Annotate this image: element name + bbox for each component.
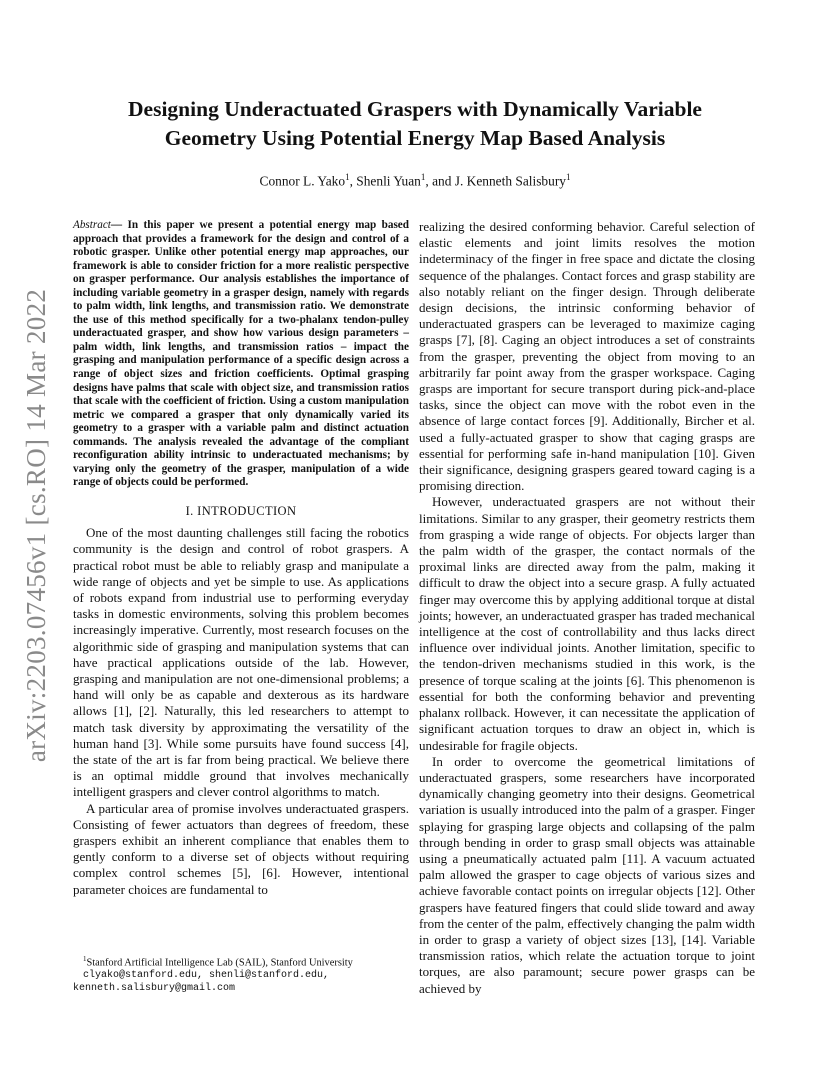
author-separator: , bbox=[349, 173, 357, 189]
abstract-label: Abstract bbox=[73, 219, 111, 231]
body-paragraph: In order to overcome the geometrical limitations of underactuated graspers, some researchers have incorporated dynamically changing geometry into their designs. Geometrical variation is usually introduced into the palm of a grasper. Finger splaying for grasping large objects and collapsing of the palm through bending in order to grasp small objects was attainable using a pneumatically actuated palm [11]. A vacuum actuated palm allowed the grasper to cage objects of various sizes and achieve favorable contact points on irregular objects [12]. Other graspers have featured fingers that could slide toward and away from the center of the palm, effectively changing the palm width in order to grasp a variety of object sizes [13], [14]. Variable transmission ratios, which relate the actuation torque to joint torques, are also paramount; secure power grasps can be achieved by bbox=[419, 753, 755, 996]
right-column bbox=[419, 219, 755, 997]
affiliation-mark: 1 bbox=[345, 172, 350, 182]
author-name: Connor L. Yako bbox=[259, 173, 346, 189]
author-name: Shenli Yuan bbox=[356, 173, 421, 189]
author-separator: , and bbox=[425, 173, 455, 189]
author-name: J. Kenneth Salisbury bbox=[454, 173, 566, 189]
affiliation-footnote bbox=[73, 953, 409, 995]
abstract-dash: — bbox=[110, 219, 128, 231]
title-line: Designing Underactuated Graspers with Dynamically Variable bbox=[128, 97, 702, 121]
body-paragraph: realizing the desired conforming behavior. Careful selection of elastic elements and joint limits resolves the motion indeterminacy of the finger in free space and dictate the closing sequence of the phalanges. Contact forces and grasp stability are also notably reliant on the finger design. Through deliberate design decisions, the intrinsic conforming behavior of underactuated graspers can be leveraged to maximize caging grasps [7], [8]. Caging an object introduces a set of constraints from the grasper, preventing the object from moving to an arbitrarily far point away from the grasper workspace. Caging grasps are important for secure transport during pick-and-place tasks, since the object can move with the robot even in the absence of large contact forces [9]. Additionally, Bircher et al. used a fully-actuated grasper to show that caging grasps are essential for performing safe in-hand manipulation [10]. Given their significance, designing graspers geared toward caging is a promising direction. bbox=[419, 219, 755, 494]
paper-title bbox=[70, 95, 760, 153]
author-list bbox=[70, 172, 760, 189]
title-line: Geometry Using Potential Energy Map Based Analysis bbox=[164, 126, 666, 150]
body-paragraph: A particular area of promise involves underactuated graspers. Consisting of fewer actuators than degrees of freedom, these graspers exhibit an inherent compliance that enables them to gently conform to a diverse set of objects without requiring complex control schemes [5], [6]. However, intentional parameter choices are fundamental to bbox=[73, 800, 409, 897]
footnote-emails: clyako@stanford.edu, shenli@stanford.edu, bbox=[83, 970, 330, 982]
footnote-emails: kenneth.salisbury@gmail.com bbox=[73, 983, 236, 995]
body-paragraph: However, underactuated graspers are not without their limitations. Similar to any grasper, their geometry restricts them from grasping a wide range of objects. For objects larger than the palm width of the grasper, the contact normals of the proximal links are directed away from the palm, making it difficult to draw the object into a secure grasp. A fully actuated finger may overcome this by applying additional torque at distal joints; however, an underactuated grasper has traded mechanical intelligence at the cost of controllability and thus lacks direct influence over individual joints. Another limitation, specific to the tendon-driven mechanisms studied in this work, is the presence of torque scaling at the joints [6]. This phenomenon is essential for both the conforming behavior and preventing phalanx rollback. However, it can necessitate the application of significant actuation torques to draw an object in, which is undesirable for fragile objects. bbox=[419, 494, 755, 753]
abstract bbox=[73, 219, 409, 490]
footnote-affiliation: Stanford Artificial Intelligence Lab (SAIL), Stanford University bbox=[86, 957, 353, 969]
footnote-mark: 1 bbox=[83, 955, 87, 963]
arxiv-sidebar-stamp bbox=[20, 280, 54, 770]
left-column bbox=[73, 219, 409, 898]
abstract-text: In this paper we present a potential energy map based approach that provides a framework for the design and control of a robotic grasper. Unlike other potential energy map approaches, our framework is able to consider friction for a more realistic perspective on grasper performance. Our analysis establishes the importance of including variable geometry in a grasper design, namely with regards to palm width, link lengths, and transmission ratio. We demonstrate the use of this method specifically for a two-phalanx tendon-pulley underactuated grasper, and show how various design parameters – palm width, link lengths, and transmission ratios – impact the grasping and manipulation performance of a specific design across a range of object sizes and friction coefficients. Optimal grasping designs have palms that scale with object size, and transmission ratios that scale with the coefficient of friction. Using a custom manipulation metric we compared a grasper that only dynamically varied its geometry to a grasper with a variable palm and distinct actuation commands. The analysis revealed the advantage of the compliant reconfiguration ability intrinsic to underactuated mechanisms; by varying only the geometry of the grasper, manipulation of a wide range of objects could be performed. bbox=[73, 219, 409, 489]
affiliation-mark: 1 bbox=[565, 172, 571, 182]
arxiv-identifier: arXiv:2203.07456v1 [cs.RO] 14 Mar 2022 bbox=[21, 288, 52, 762]
affiliation-mark: 1 bbox=[420, 172, 426, 182]
body-paragraph: One of the most daunting challenges still facing the robotics community is the design and control of robot graspers. A practical robot must be able to reliably grasp and manipulate a wide range of objects and yet be simple to use. As applications of robots expand from industrial use to performing everyday tasks in domestic environments, solving this problem becomes increasingly imperative. Currently, most research focuses on the algorithmic side of grasping and manipulation systems that can have practical applications outside of the lab. However, grasping and manipulation are not one-dimensional problems; a hand will only be as capable and dexterous as its hardware allows [1], [2]. Naturally, this led researchers to attempt to match task diversity by approximating the versatility of the human hand [3]. While some pursuits have found success [4], the state of the art is far from being practical. We believe there is an optimal middle ground that involves mechanically intelligent graspers and clever control algorithms to match. bbox=[73, 525, 409, 800]
section-heading-introduction: I. INTRODUCTION bbox=[185, 503, 297, 518]
